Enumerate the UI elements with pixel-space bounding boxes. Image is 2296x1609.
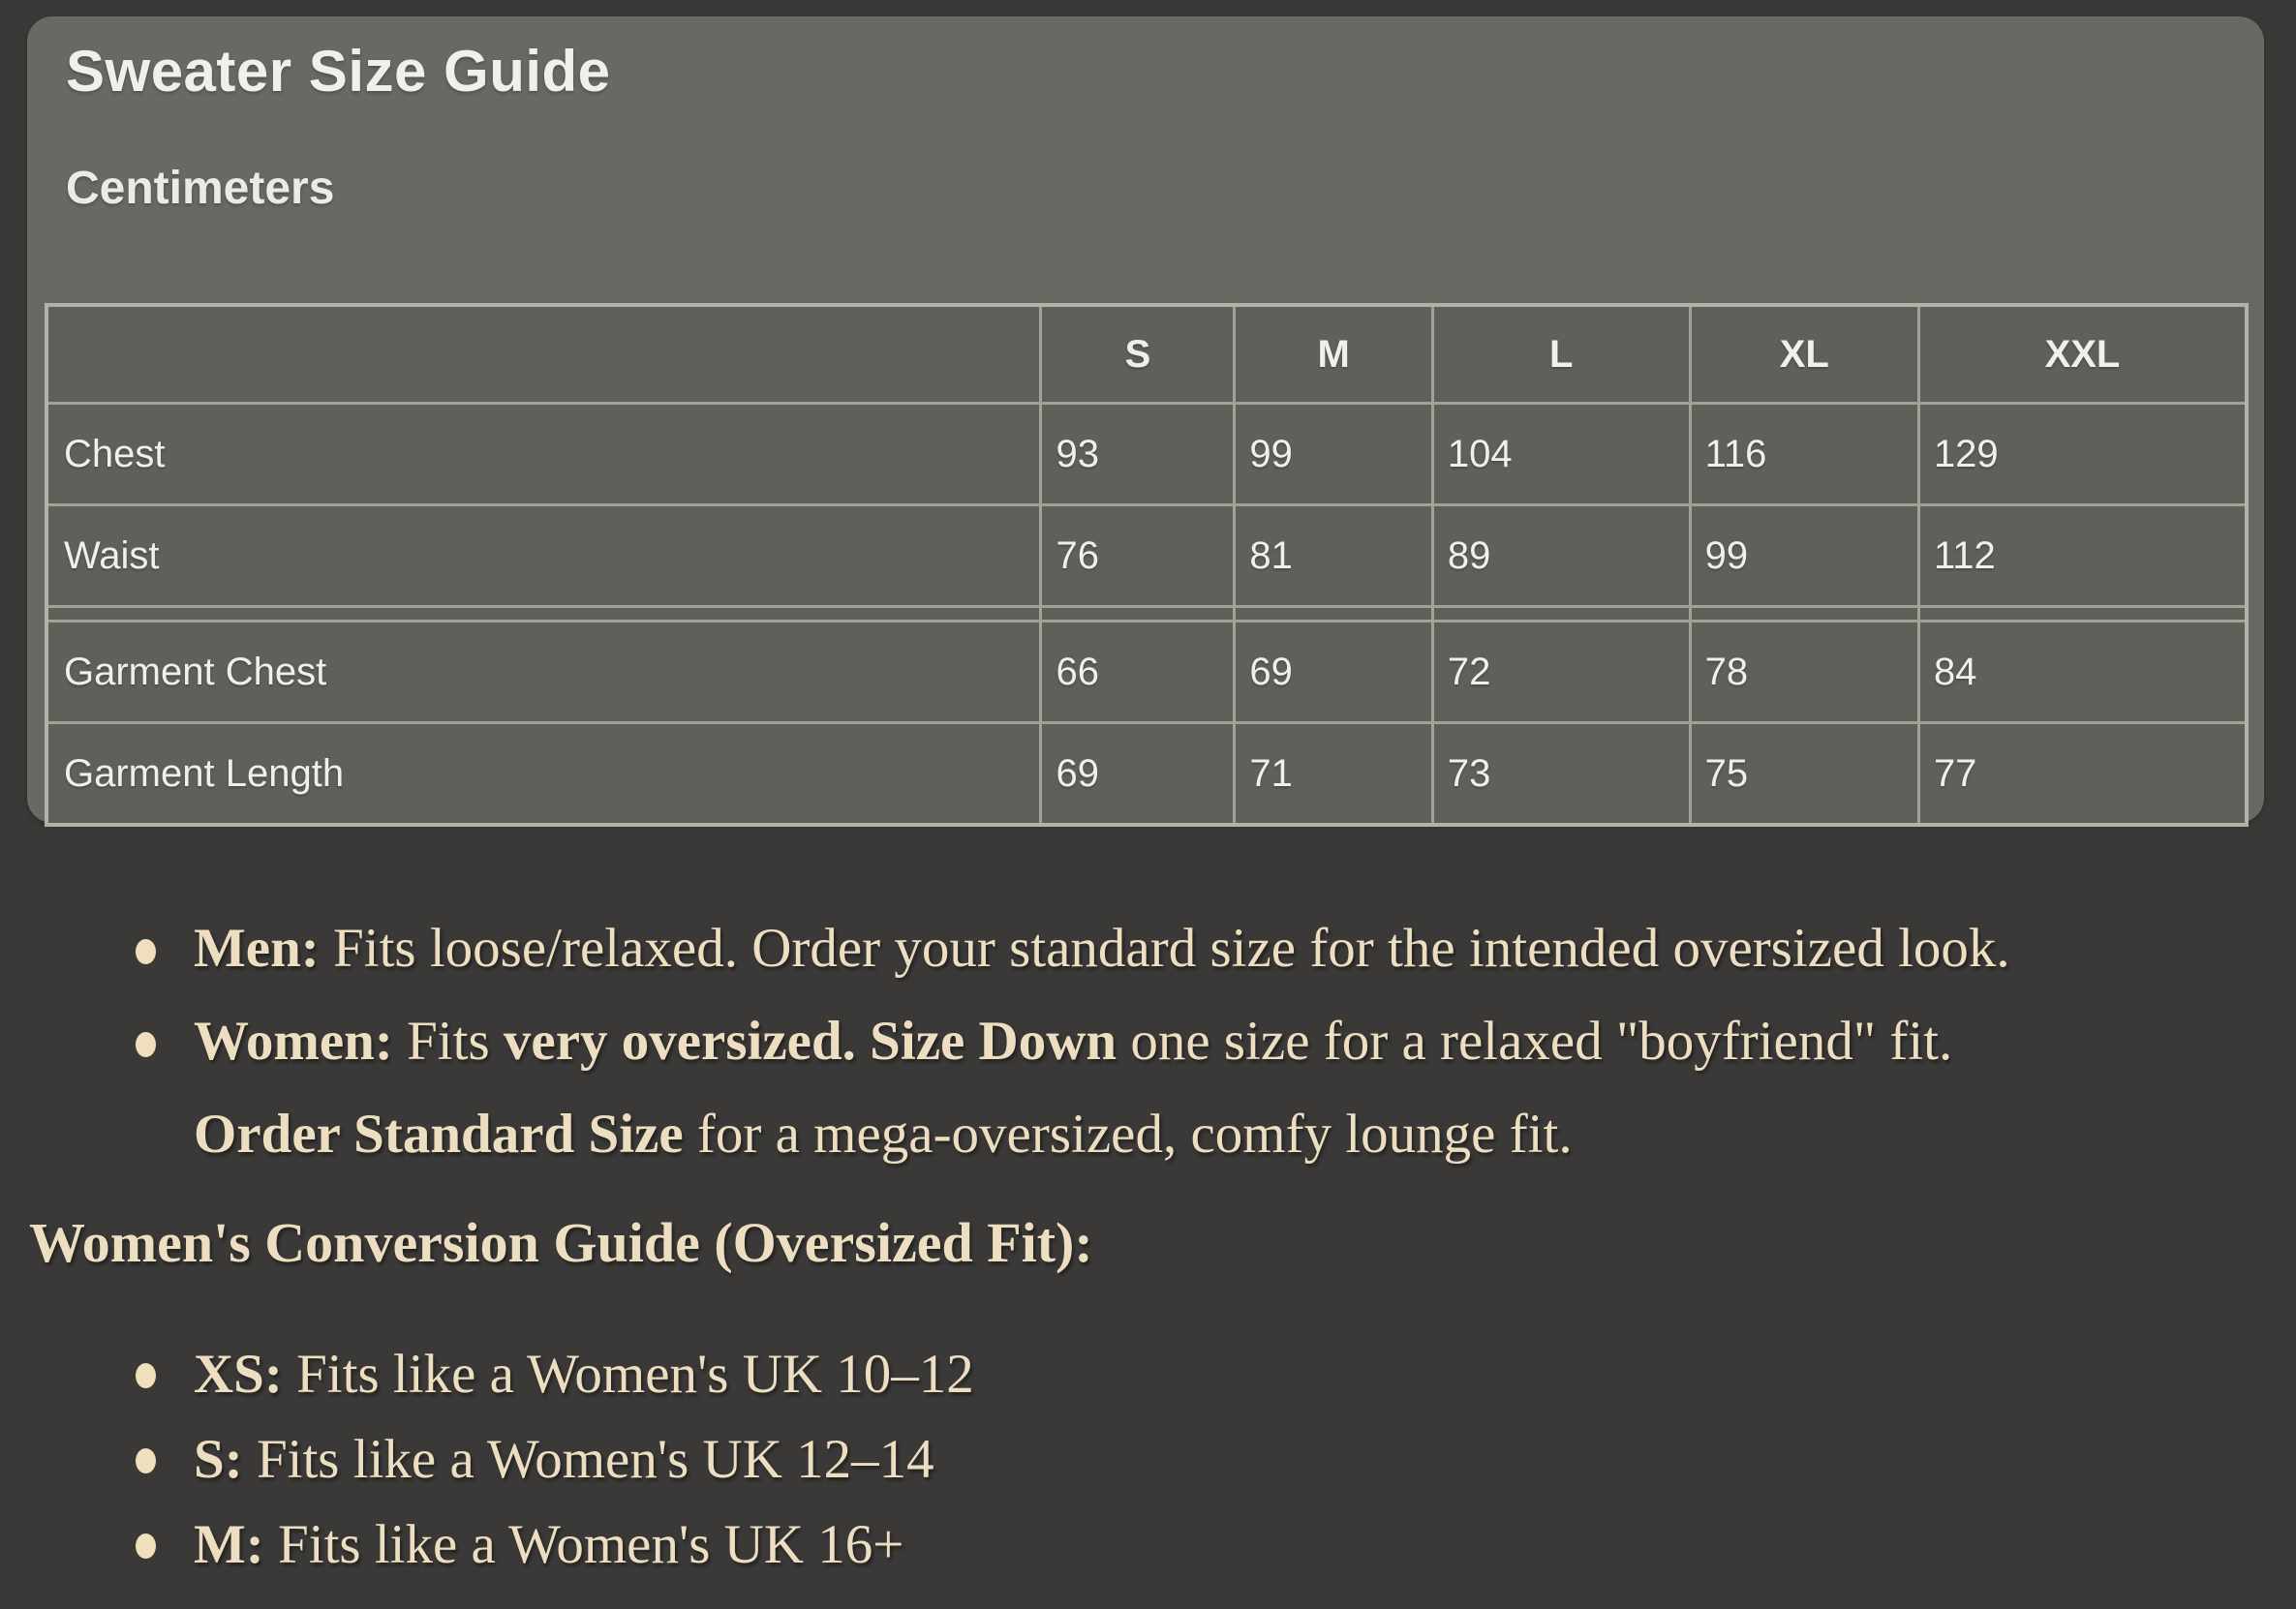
- bullet-icon: [136, 1032, 156, 1057]
- fit-note-text: for a mega-oversized, comfy lounge fit.: [683, 1104, 1573, 1165]
- size-guide-panel: [27, 16, 2264, 823]
- size-cell: 129: [1918, 404, 2247, 505]
- table-header-row: [46, 305, 2247, 404]
- fit-note-text: Fits: [392, 1011, 504, 1072]
- fit-note-men: [194, 902, 2267, 995]
- size-cell: 73: [1432, 723, 1690, 826]
- size-cell: 81: [1235, 505, 1432, 607]
- row-label: Garment Length: [46, 723, 1041, 826]
- table-row-garment-chest: [46, 622, 2247, 723]
- fit-note-label: Women:: [194, 1011, 393, 1072]
- size-cell: 71: [1235, 723, 1432, 826]
- size-cell: 72: [1432, 622, 1690, 723]
- conversion-guide-heading: Women's Conversion Guide (Oversized Fit):: [29, 1211, 1093, 1274]
- conversion-guide-list: [0, 1346, 2267, 1574]
- conversion-item-m: [194, 1516, 2267, 1574]
- size-cell: 75: [1690, 723, 1918, 826]
- size-cell: 77: [1918, 723, 2247, 826]
- table-group-divider: [46, 607, 2247, 622]
- fit-note-emphasis: very oversized. Size Down: [503, 1011, 1117, 1072]
- conversion-size-label: S:: [194, 1429, 243, 1490]
- size-cell: 78: [1690, 622, 1918, 723]
- size-cell: 116: [1690, 404, 1918, 505]
- column-header-xl: XL: [1690, 305, 1918, 404]
- table-row-chest: [46, 404, 2247, 505]
- column-header-l: L: [1432, 305, 1690, 404]
- size-cell: 66: [1041, 622, 1235, 723]
- size-cell: 69: [1041, 723, 1235, 826]
- bullet-icon: [136, 939, 156, 964]
- size-cell: 99: [1235, 404, 1432, 505]
- size-cell: 112: [1918, 505, 2247, 607]
- table-row-garment-length: [46, 723, 2247, 826]
- fit-note-women: [194, 995, 2267, 1181]
- unit-label: Centimeters: [66, 163, 335, 214]
- fit-note-emphasis: Order Standard Size: [194, 1104, 684, 1165]
- row-label: Waist: [46, 505, 1041, 607]
- size-cell: 104: [1432, 404, 1690, 505]
- size-cell: 89: [1432, 505, 1690, 607]
- size-cell: 69: [1235, 622, 1432, 723]
- bullet-icon: [136, 1363, 156, 1388]
- size-cell: 93: [1041, 404, 1235, 505]
- conversion-item-xs: [194, 1346, 2267, 1404]
- page-title: Sweater Size Guide: [66, 39, 611, 104]
- table-row-waist: [46, 505, 2247, 607]
- size-cell: 99: [1690, 505, 1918, 607]
- conversion-size-label: M:: [194, 1514, 264, 1575]
- bullet-icon: [136, 1448, 156, 1473]
- corner-cell: [46, 305, 1041, 404]
- row-label: Garment Chest: [46, 622, 1041, 723]
- conversion-text: Fits like a Women's UK 10–12: [282, 1344, 974, 1405]
- column-header-s: S: [1041, 305, 1235, 404]
- conversion-text: Fits like a Women's UK 16+: [263, 1514, 904, 1575]
- row-label: Chest: [46, 404, 1041, 505]
- column-header-m: M: [1235, 305, 1432, 404]
- size-cell: 76: [1041, 505, 1235, 607]
- conversion-text: Fits like a Women's UK 12–14: [242, 1429, 934, 1490]
- fit-note-text: Fits loose/relaxed. Order your standard size for the intended oversized look.: [319, 918, 2010, 979]
- fit-note-label: Men:: [194, 918, 320, 979]
- fit-note-text: one size for a relaxed "boyfriend" fit.: [1117, 1011, 1953, 1072]
- size-table: [45, 303, 2249, 827]
- bullet-icon: [136, 1533, 156, 1559]
- conversion-size-label: XS:: [194, 1344, 283, 1405]
- column-header-xxl: XXL: [1918, 305, 2247, 404]
- fit-notes-list: [0, 902, 2267, 1181]
- conversion-item-s: [194, 1431, 2267, 1489]
- size-cell: 84: [1918, 622, 2247, 723]
